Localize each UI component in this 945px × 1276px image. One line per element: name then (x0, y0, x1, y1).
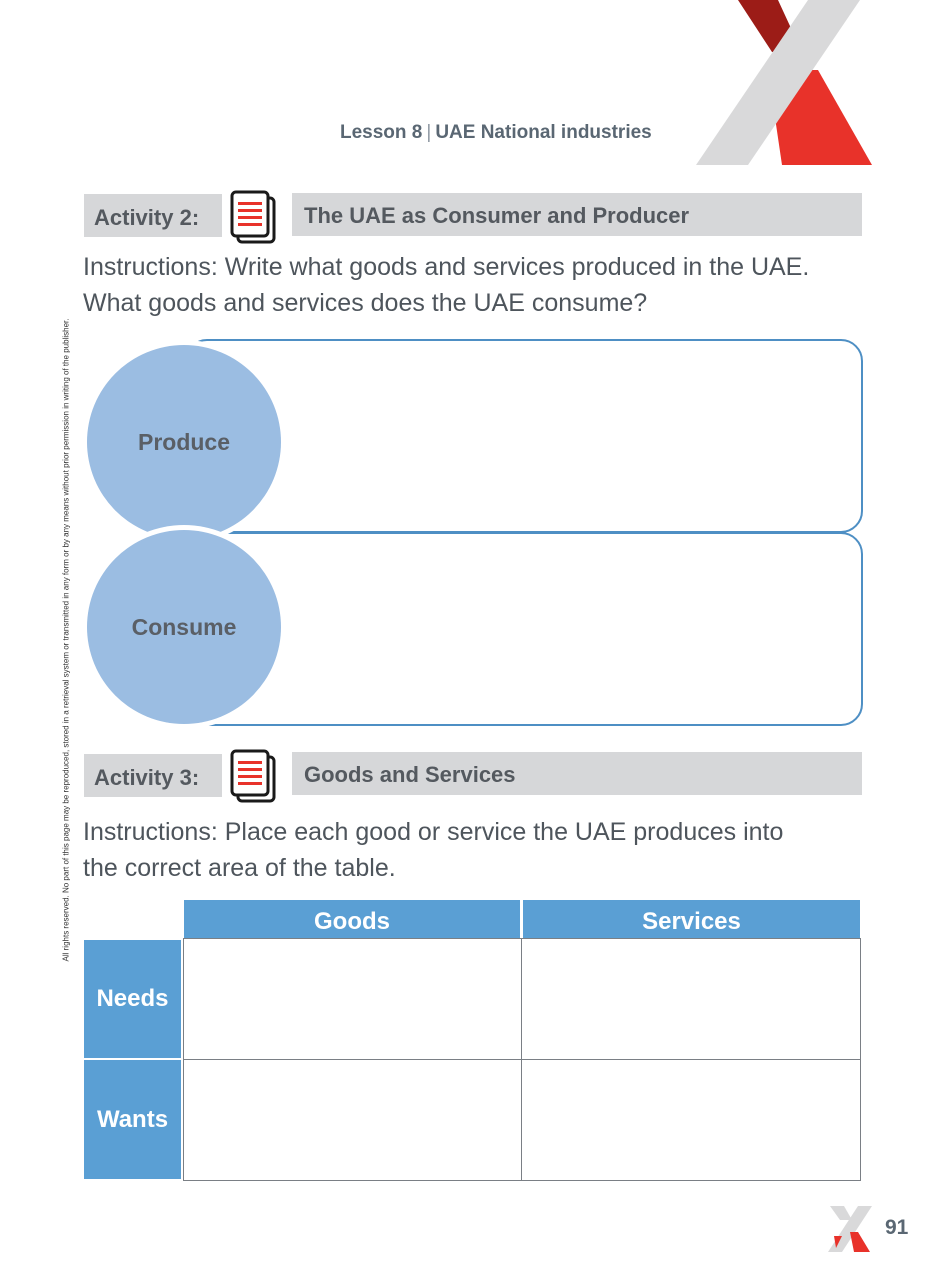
consume-circle (87, 530, 281, 724)
consume-answer-box[interactable] (185, 532, 863, 726)
activity-3-title: Goods and Services (292, 752, 862, 795)
activity-3-instructions-line-2: the correct area of the table. (83, 854, 396, 882)
document-icon (229, 749, 279, 803)
activity-2-instructions-line-2: What goods and services does the UAE consume? (83, 289, 648, 317)
column-header-services: Services (523, 900, 860, 938)
cell-needs-goods[interactable] (183, 938, 522, 1060)
lesson-number: Lesson 8 (340, 122, 423, 143)
corner-decoration (690, 0, 945, 170)
cell-wants-goods[interactable] (183, 1059, 522, 1181)
lesson-topic: UAE National industries (435, 122, 652, 143)
activity-2-instructions-line-1: Instructions: Write what goods and services produced in the UAE. (83, 253, 810, 281)
cell-needs-services[interactable] (521, 938, 861, 1060)
produce-answer-box[interactable] (185, 339, 863, 533)
cell-wants-services[interactable] (521, 1059, 861, 1181)
produce-circle (87, 345, 281, 539)
consume-label: Consume (131, 613, 237, 640)
activity-2-label: Activity 2: (84, 194, 222, 237)
footer-logo (828, 1206, 874, 1252)
document-icon (229, 190, 279, 244)
activity-3-label: Activity 3: (84, 754, 222, 797)
row-header-needs: Needs (84, 940, 181, 1058)
activity-2-title: The UAE as Consumer and Producer (292, 193, 862, 236)
copyright-note: All rights reserved. No part of this page may be reproduced, stored in a retrieval system or transmitted in any form or by any means without prior permission in writing of the publisher. (61, 318, 71, 962)
produce-label: Produce (137, 428, 231, 455)
header-separator: | (426, 122, 432, 143)
row-header-wants: Wants (84, 1060, 181, 1179)
page-number: 91 (885, 1216, 909, 1239)
column-header-goods: Goods (184, 900, 520, 938)
activity-3-instructions-line-1: Instructions: Place each good or service the UAE produces into (83, 818, 784, 846)
lesson-header (340, 122, 652, 144)
